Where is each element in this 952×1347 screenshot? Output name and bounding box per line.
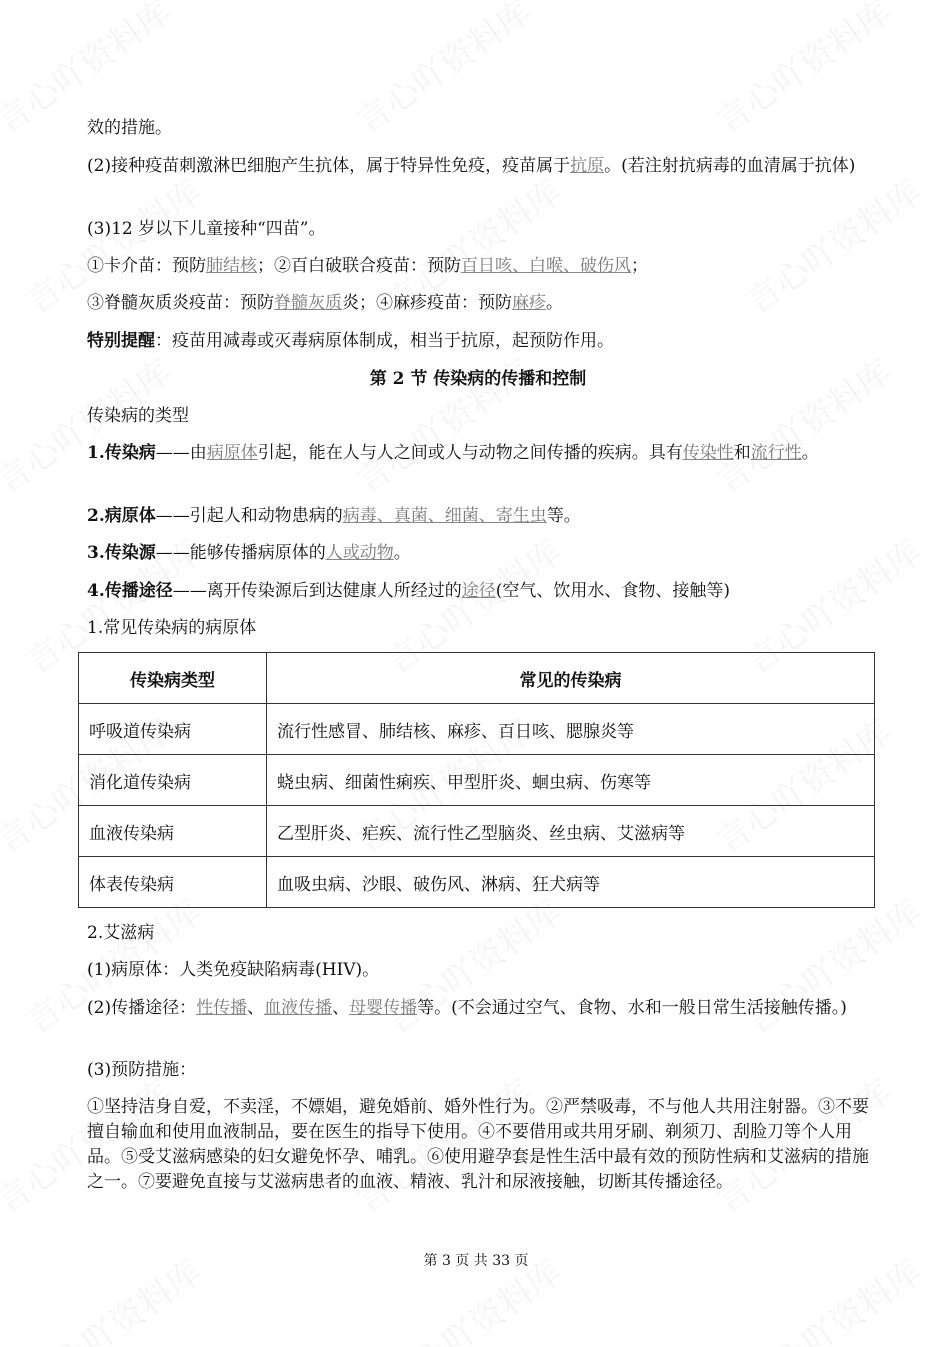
text-segment: 引起，能在人与人之间或人与动物之间传播的疾病。具有 (257, 443, 683, 463)
answer-blank-text: 病原体 (206, 443, 258, 463)
paragraph (87, 1058, 869, 1083)
table-cell: 流行性感冒、肺结核、麻疹、百日咳、腮腺炎等 (267, 704, 875, 755)
answer-blank-text: 性传播 (196, 998, 248, 1018)
table-cell: 体表传染病 (79, 857, 267, 908)
text-segment: ③脊髓灰质炎疫苗：预防 (87, 293, 274, 313)
answer-blank-text: 病毒、真菌、细菌、寄生虫 (342, 506, 547, 526)
text-segment: ——离开传染源后到达健康人所经过的 (172, 581, 462, 601)
text-segment: ； (631, 256, 648, 276)
table-cell: 蛲虫病、细菌性痢疾、甲型肝炎、蛔虫病、伤寒等 (267, 755, 875, 806)
text-segment: (3)12 岁以下儿童接种“四苗”。 (87, 219, 326, 239)
section-heading (87, 367, 869, 392)
answer-blank-text: 血液传播 (264, 998, 333, 1018)
text-segment: ①坚持洁身自爱，不卖淫，不嫖娼，避免婚前、婚外性行为。②严禁吸毒，不与他人共用注射器。③不要擅自输血和使用血液制品，要在医生的指导下使用。④不要借用或共用牙刷、剃须刀、刮脸刀等个人用品。⑤受艾滋病感染的妇女避免怀孕、哺乳。⑥使用避孕套是性生活中最有效的预防性病和艾滋病的措施之一。⑦要避免直接与艾滋病患者的血液、精液、乳汁和尿液接触，切断其传播途径。 (87, 1097, 869, 1192)
paragraph (87, 579, 869, 604)
table-row (79, 806, 875, 857)
bold-term: 特别提醒 (87, 331, 155, 351)
answer-blank-text: 抗原 (570, 156, 605, 176)
text-segment: 第 2 节 传染病的传播和控制 (369, 369, 587, 389)
answer-blank-text: 传染性 (682, 443, 734, 463)
paragraph (87, 217, 869, 242)
text-segment: ：疫苗用减毒或灭毒病原体制成，相当于抗原，起预防作用。 (155, 331, 614, 351)
text-segment: 。 (393, 543, 411, 563)
paragraph (87, 154, 869, 179)
text-segment: ——能够传播病原体的 (155, 543, 326, 563)
paragraph (87, 404, 869, 429)
text-segment: 2.艾滋病 (87, 923, 155, 943)
bold-term: 2.病原体 (87, 506, 156, 526)
text-segment: 。 (801, 443, 819, 463)
text-segment: 。 (546, 293, 563, 313)
text-segment: ——由 (155, 443, 207, 463)
table-cell: 血吸虫病、沙眼、破伤风、淋病、狂犬病等 (267, 857, 875, 908)
bold-term: 1.传染病 (87, 443, 156, 463)
text-segment: 1.常见传染病的病原体 (87, 618, 257, 638)
paragraph (87, 921, 869, 946)
table-cell: 消化道传染病 (79, 755, 267, 806)
text-segment: 、 (247, 998, 265, 1018)
answer-blank-text: 途径 (461, 581, 496, 601)
text-segment: 传染病的类型 (87, 406, 189, 426)
answer-blank-text: 母婴传播 (349, 998, 418, 1018)
table-header-row (79, 653, 875, 704)
text-segment: 。(若注射抗病毒的血清属于抗体) (604, 156, 856, 176)
answer-blank-text: 百日咳、白喉、破伤风 (461, 256, 631, 276)
text-segment: ——引起人和动物患病的 (155, 506, 343, 526)
paragraph (87, 291, 869, 316)
table-cell: 血液传染病 (79, 806, 267, 857)
page-footer: 第 3 页 共 33 页 (423, 1253, 529, 1269)
text-segment: (3)预防措施： (87, 1060, 197, 1080)
paragraph (87, 329, 869, 354)
paragraph (87, 504, 869, 529)
text-segment: (2)接种疫苗刺激淋巴细胞产生抗体，属于特异性免疫，疫苗属于 (87, 156, 571, 176)
text-segment: ；②百白破联合疫苗：预防 (257, 256, 461, 276)
table-row (79, 704, 875, 755)
text-segment: 炎；④麻疹疫苗：预防 (342, 293, 512, 313)
bold-term: 4.传播途径 (87, 581, 173, 601)
text-segment: 效的措施。 (87, 118, 172, 138)
paragraph (87, 958, 869, 983)
answer-blank-text: 肺结核 (206, 256, 257, 276)
table-header: 传染病类型 (79, 653, 267, 704)
answer-blank-text: 流行性 (750, 443, 802, 463)
paragraph (87, 116, 869, 141)
answer-blank-text: 麻疹 (512, 293, 546, 313)
text-segment: (1)病原体：人类免疫缺陷病毒(HIV)。 (87, 960, 380, 980)
text-segment: 和 (733, 443, 751, 463)
text-segment: ①卡介苗：预防 (87, 256, 206, 276)
table-header: 常见的传染病 (267, 653, 875, 704)
text-segment: 等。(不会通过空气、食物、水和一般日常生活接触传播。) (417, 998, 847, 1018)
text-segment: 等。 (546, 506, 581, 526)
answer-blank-text: 人或动物 (325, 543, 394, 563)
table-row (79, 755, 875, 806)
table-cell: 呼吸道传染病 (79, 704, 267, 755)
paragraph (87, 996, 869, 1021)
disease-table (78, 652, 875, 908)
paragraph (87, 441, 869, 466)
text-segment: 、 (332, 998, 350, 1018)
paragraph (87, 254, 869, 279)
paragraph (87, 1095, 869, 1195)
text-segment: (2)传播途径： (87, 998, 197, 1018)
paragraph (87, 541, 869, 566)
text-segment: (空气、饮用水、食物、接触等) (495, 581, 731, 601)
table-cell: 乙型肝炎、疟疾、流行性乙型脑炎、丝虫病、艾滋病等 (267, 806, 875, 857)
bold-term: 3.传染源 (87, 543, 156, 563)
answer-blank-text: 脊髓灰质 (274, 293, 342, 313)
paragraph (87, 616, 869, 641)
table-row (79, 857, 875, 908)
